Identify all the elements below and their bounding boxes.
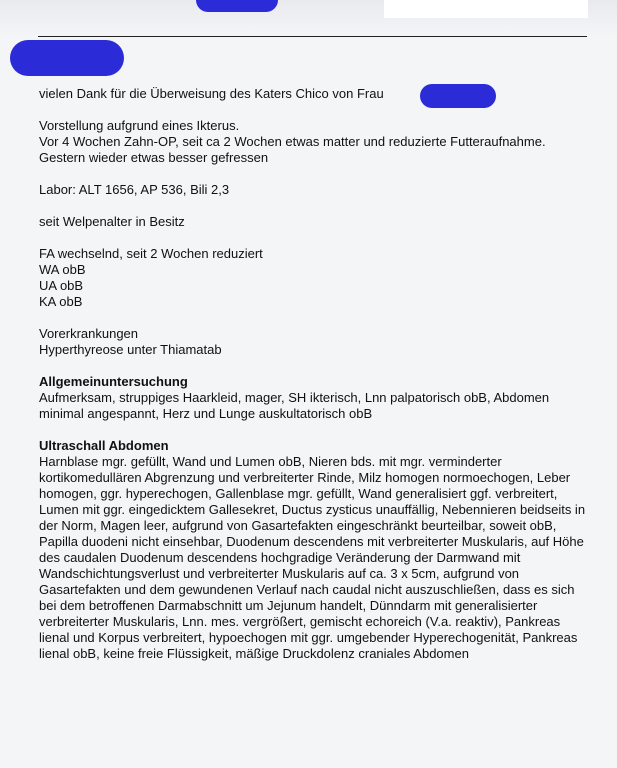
ka-line: KA obB <box>39 294 83 309</box>
ua-line: UA obB <box>39 278 84 293</box>
anamnese-line-1: Vorstellung aufgrund eines Ikterus. <box>39 118 240 133</box>
allgemein-text: Aufmerksam, struppiges Haarkleid, mager, SH ikterisch, Lnn palpatorisch obB, Abdomen minimal angespannt, Herz und Lunge auskultatorisch obB <box>39 390 550 421</box>
besitz-line: seit Welpenalter in Besitz <box>39 214 185 229</box>
labor-line: Labor: ALT 1656, AP 536, Bili 2,3 <box>39 182 230 197</box>
wa-line: WA obB <box>39 262 86 277</box>
redaction-mark-recipient <box>10 40 124 76</box>
redaction-mark-surname <box>420 84 496 108</box>
anamnese-line-2: Vor 4 Wochen Zahn-OP, seit ca 2 Wochen etwas matter und reduzierte Futteraufnahme. <box>39 134 546 149</box>
redaction-mark-top <box>196 0 278 12</box>
ultraschall-text: Harnblase mgr. gefüllt, Wand und Lumen obB, Nieren bds. mit mgr. verminderter kortikomedullären Abgrenzung und verbreiterter Rinde, Milz homogen normoechogen, Leber homogen, ggr. hyperechogen, Gallenblase mgr. gefüllt, Wand generalisiert ggf. verbreitert, Lumen mit ggr. eingedicktem Gallesekret, Ductus zysticus unauffällig, Nebennieren beidseits in der Norm, Magen leer, aufgrund von Gasartefakten eingeschränkt beurteilbar, soweit obB, Papilla duodeni nicht einsehbar, Duodenum descendens mit verbreiterter Muskularis, auf Höhe des caudalen Duodenum descendens hochgradige Veränderung der Darmwand mit Wandschichtungsverlust und verbreiterter Muskularis auf ca. 3 x 5cm, aufgrund von Gasartefakten und dem gewundenen Verlauf nach caudal nicht auszuschließen, dass es sich bei dem betroffenen Darmabschnitt um Jejunum handelt, Dünndarm mit generalisierter verbreiterter Muskularis, Lnn. mes. vergrößert, gemischt echoreich (V.a. reaktiv), Pankreas lienal und Korpus verbreitert, hypoechogen mit ggr. umgebender Hyperechogenität, Pankreas lienal obB, keine freie Flüssigkeit, mäßige Druckdolenz craniales Abdomen <box>39 454 586 661</box>
fa-line: FA wechselnd, seit 2 Wochen reduziert <box>39 246 263 261</box>
greeting-line: vielen Dank für die Überweisung des Katers Chico von Frau <box>39 86 384 101</box>
header-rule <box>38 36 587 37</box>
vorerkrankungen-title: Vorerkrankungen <box>39 326 139 341</box>
letter-body <box>39 86 587 662</box>
vorerkrankungen-text: Hyperthyreose unter Thiamatab <box>39 342 222 357</box>
header-white-box <box>384 0 588 18</box>
allgemein-heading: Allgemeinuntersuchung <box>39 374 188 389</box>
anamnese-line-3: Gestern wieder etwas besser gefressen <box>39 150 269 165</box>
ultraschall-heading: Ultraschall Abdomen <box>39 438 169 453</box>
